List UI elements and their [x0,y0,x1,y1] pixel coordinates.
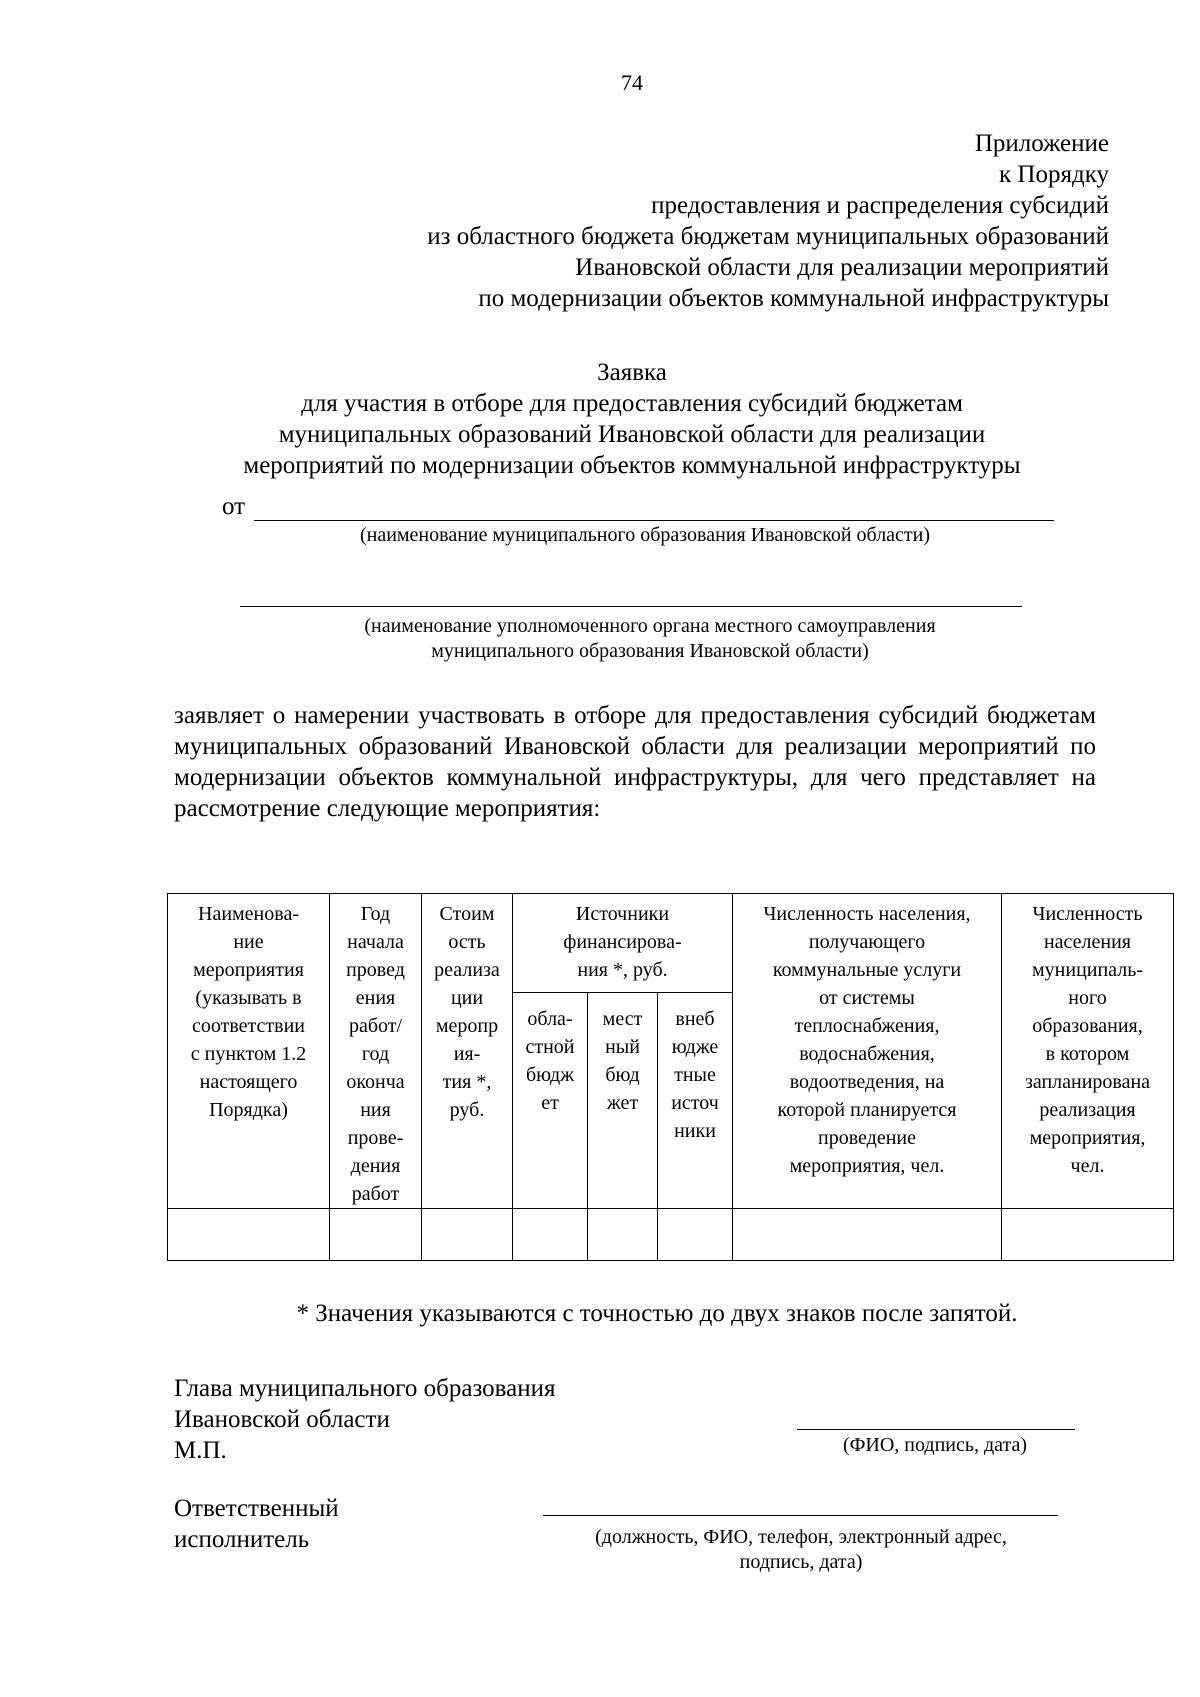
appendix-line: Приложение [974,130,1109,157]
appendix-line: к Порядку [999,161,1109,188]
header-funding-sources: Источники финансирова- ния *, руб. [513,894,733,993]
appendix-line: из областного бюджета бюджетам муниципальных образований [427,223,1109,250]
header-population-total: Численность населения муниципаль- ного образования, в котором запланирована реализация мероприятия, чел. [1002,894,1174,1209]
table-cell [330,1209,422,1261]
caption-line: (должность, ФИО, телефон, электронный адрес, [595,1526,1007,1548]
head-signature-blank [797,1429,1075,1430]
document-title: Заявка [597,359,667,386]
footnote: * Значения указываются с точностью до двух знаков после запятой. [296,1300,1018,1327]
table-row [168,1209,1174,1261]
signature-label-line: Ответственный [174,1495,339,1522]
header-population-served: Численность населения, получающего коммунальные услуги от системы теплоснабжения, водоснабжения, водоотведения, на которой планируется проведение мероприятия, чел. [733,894,1002,1209]
table-cell [422,1209,513,1261]
subtitle-line: для участия в отборе для предоставления субсидий бюджетам [301,390,963,417]
intro-paragraph: заявляет о намерении участвовать в отборе для предоставления субсидий бюджетам муниципальных образований Ивановской области для реализации мероприятий по модернизации объектов коммунальной инфраструктуры, для чего представляет на рассмотрение следующие мероприятия: [174,702,1096,822]
executor-signature-block [174,1493,339,1555]
municipality-name-caption: (наименование муниципального образования Ивановской области) [359,524,931,546]
authority-name-caption [150,614,1150,664]
table-cell [588,1209,658,1261]
executor-signature-caption [540,1525,1062,1575]
subtitle-line: мероприятий по модернизации объектов коммунальной инфраструктуры [243,452,1021,479]
appendix-heading [209,128,1109,314]
signature-label-line: М.П. [174,1437,227,1464]
appendix-line: Ивановской области для реализации мероприятий [575,254,1109,281]
from-label: от [222,493,246,520]
appendix-line: предоставления и распределения субсидий [651,192,1109,219]
signature-label-line: исполнитель [174,1526,310,1553]
header-regional-budget: обла- стной бюдж ет [513,993,588,1209]
table-cell [733,1209,1002,1261]
authority-name-blank [240,606,1022,607]
caption-line: муниципального образования Ивановской области) [431,640,869,662]
document-subtitle [150,388,1114,481]
caption-line: подпись, дата) [739,1551,863,1573]
appendix-line: по модернизации объектов коммунальной инфраструктуры [478,285,1109,312]
executor-signature-blank [543,1515,1058,1516]
table-cell [658,1209,733,1261]
measures-table [167,893,1174,1261]
table-cell [168,1209,330,1261]
page-number: 74 [621,70,643,95]
table-header-row [168,894,1174,993]
municipality-name-blank [254,520,1054,521]
header-measure-cost: Стоим ость реализа ции меропр ия- тия *, руб. [422,894,513,1209]
subtitle-line: муниципальных образований Ивановской области для реализации [278,421,986,448]
header-work-years: Год начала провед ения работ/ год оконча ния прове- дения работ [330,894,422,1209]
head-signature-block [174,1373,556,1466]
header-measure-name: Наименова- ние мероприятия (указывать в соответствии с пунктом 1.2 настоящего Порядка) [168,894,330,1209]
signature-label-line: Ивановской области [174,1406,390,1433]
head-signature-caption: (ФИО, подпись, дата) [842,1434,1028,1456]
signature-label-line: Глава муниципального образования [174,1375,556,1402]
caption-line: (наименование уполномоченного органа местного самоуправления [364,615,936,637]
header-local-budget: мест ный бюд жет [588,993,658,1209]
header-extrabudgetary-sources: внеб юдже тные источ ники [658,993,733,1209]
table-cell [513,1209,588,1261]
document-title-block [150,357,1114,481]
table-cell [1002,1209,1174,1261]
